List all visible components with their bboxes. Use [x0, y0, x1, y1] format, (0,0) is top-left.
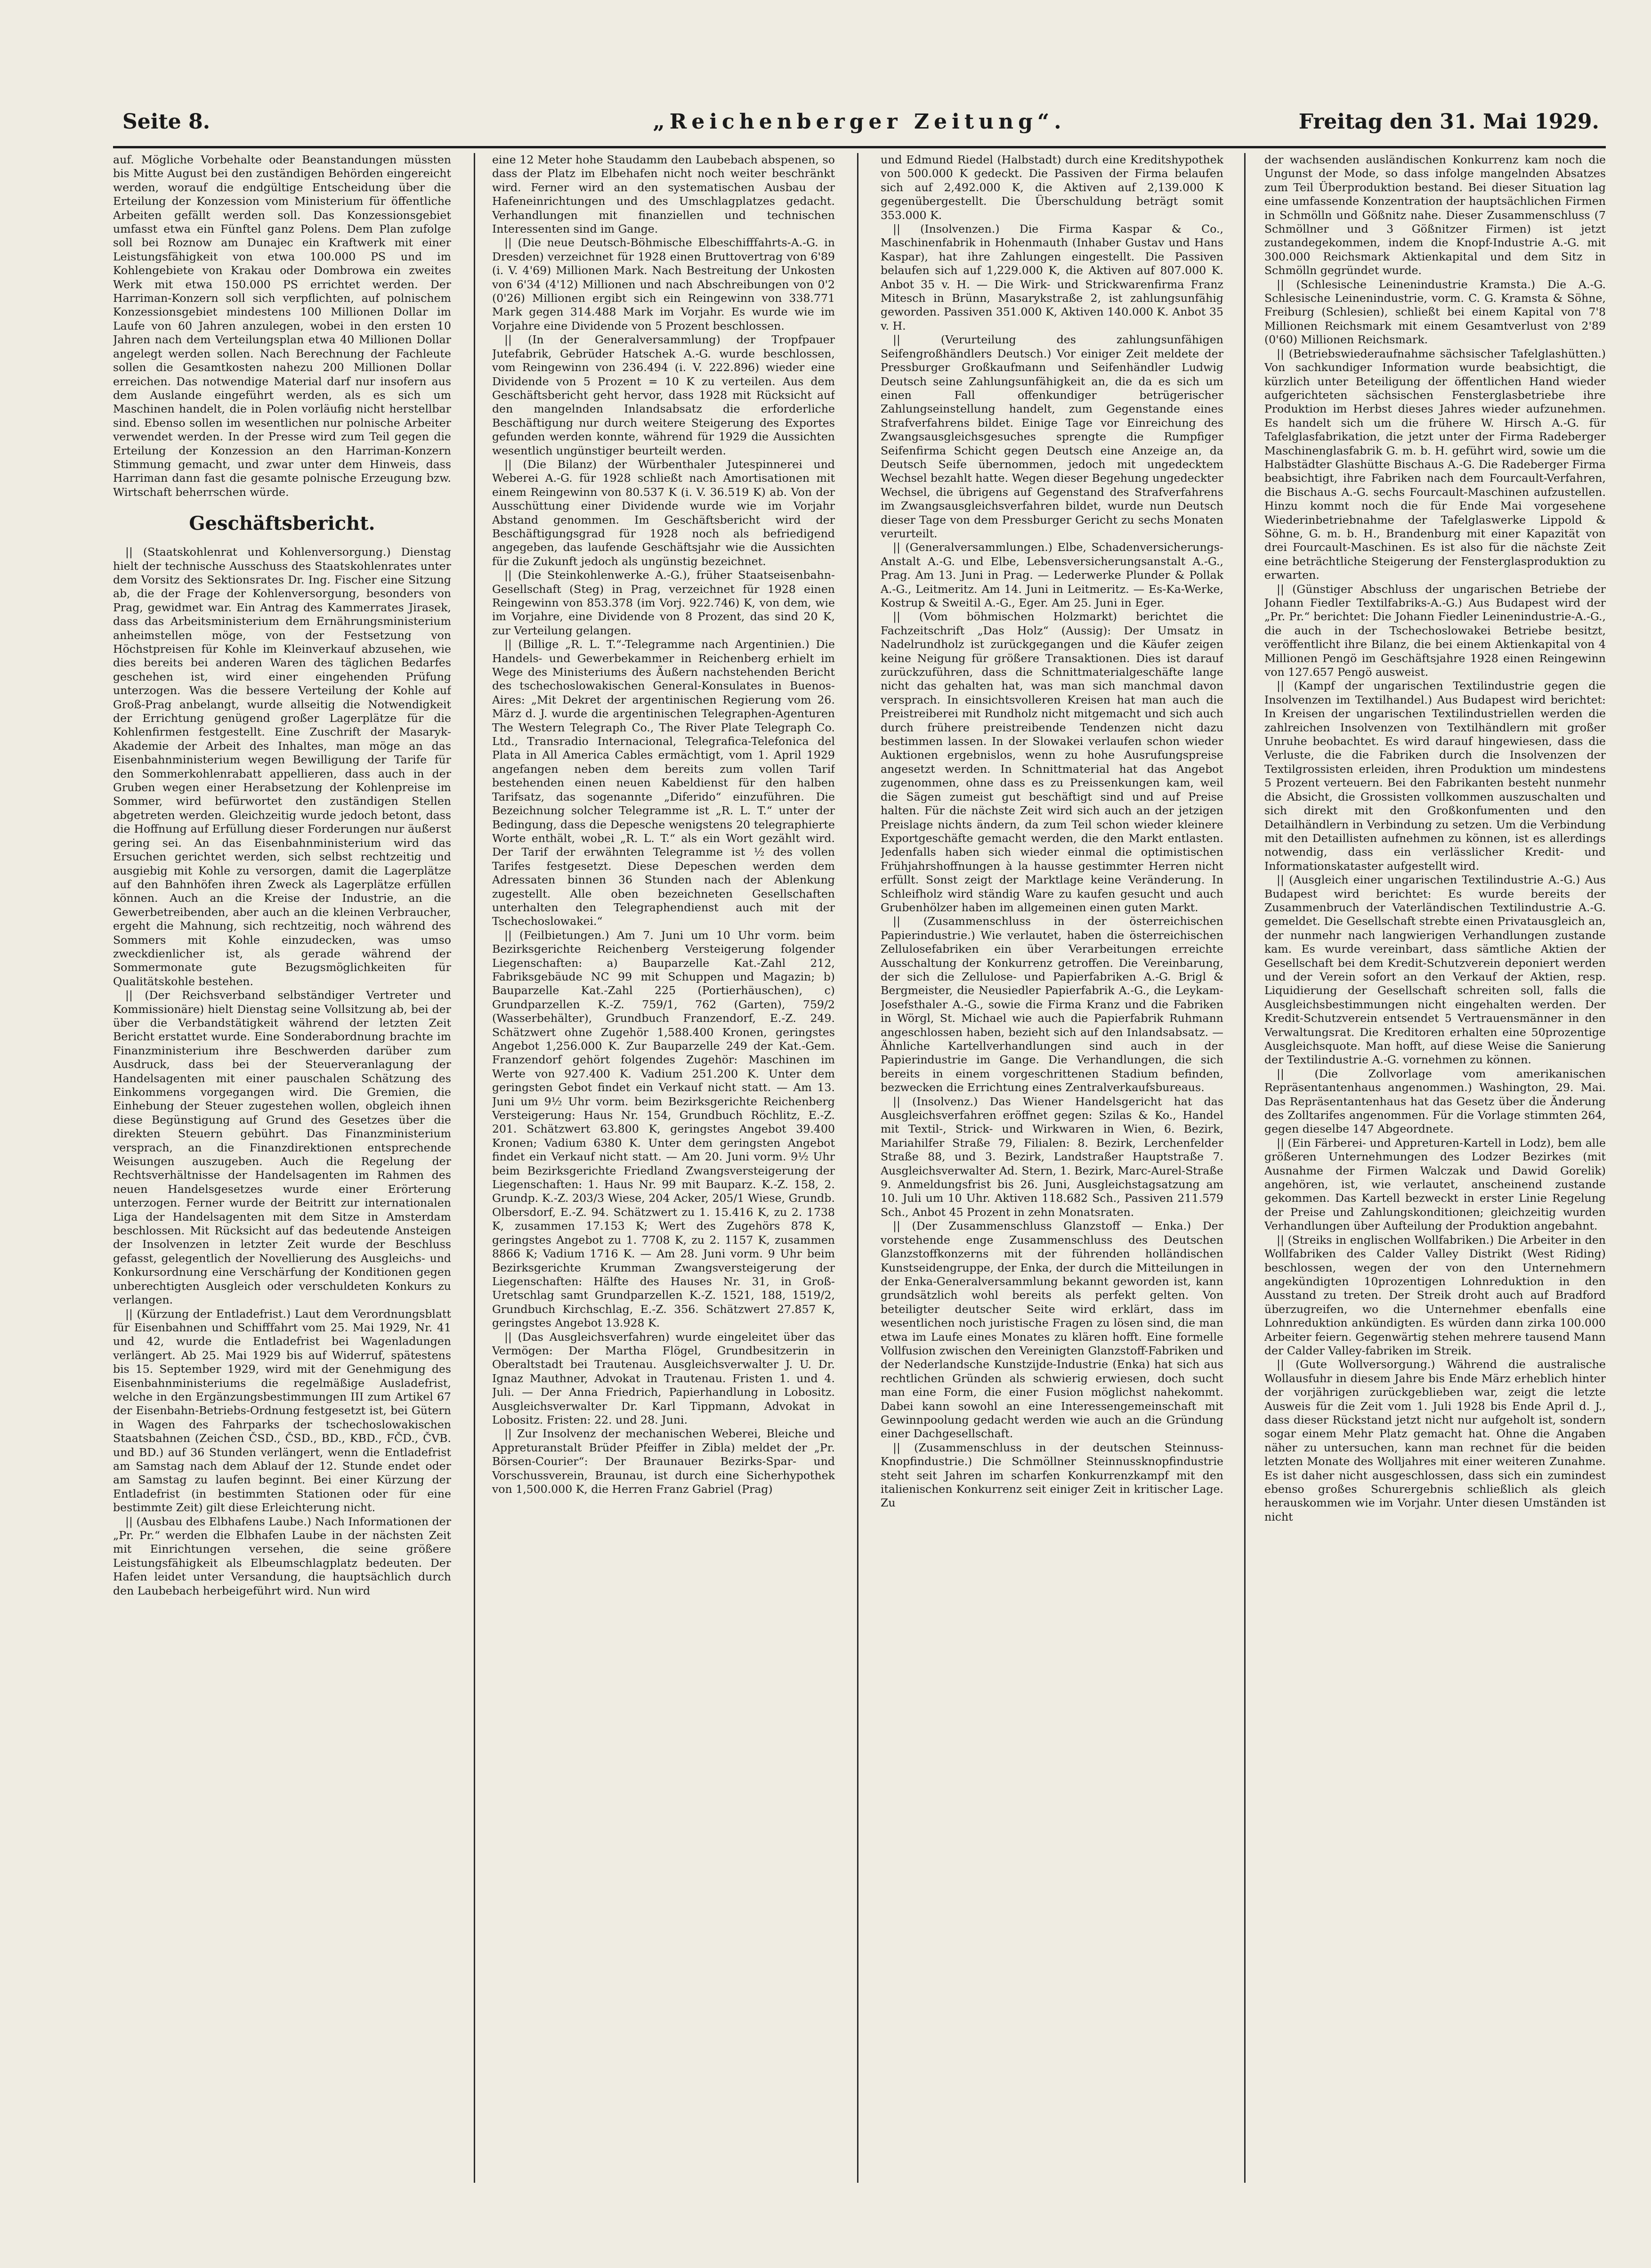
article-paragraph: || (Feilbietungen.) Am 7. Juni um 10 Uhr vorm. beim Bezirksgerichte Reichenberg Versteigerung folgender Liegenschaften: a) Bauparzelle Kat.-Zahl 212, Fabriksgebäude NC 99 mit Schuppen und Magazin; b) Bauparzelle Kat.-Zahl 225 (Portierhäuschen), c) Grundparzellen K.-Z. 759/1, 762 (Garten), 759/2 (Wasserbehälter), Grundbuch Franzendorf, E.-Z. 249. Schätzwert ohne Zugehör 1,588.400 Kronen, geringstes Angebot 1,256.000 K. Zur Bauparzelle 249 der Kat.-Gem. Franzendorf gehört folgendes Zugehör: Maschinen im Werte von 927.400 K. Vadium 251.200 K. Unter dem geringsten Gebot findet ein Verkauf nicht statt. — Am 13. Juni um 9½ Uhr vorm. beim Bezirksgerichte Reichenberg Versteigerung: Haus Nr. 154, Grundbuch Röchlitz, E.-Z. 201. Schätzwert 63.800 K, geringstes Angebot 39.400 Kronen; Vadium 6380 K. Unter dem geringsten Angebot findet ein Verkauf nicht statt. — Am 20. Juni vorm. 9½ Uhr beim Bezirksgerichte Friedland Zwangsversteigerung der Liegenschaften: 1. Haus Nr. 99 mit Bauparz. K.-Z. 158, 2. Grundp. K.-Z. 203/3 Wiese, 204 Acker, 205/1 Wiese, Grundb. Olbersdorf, E.-Z. 94. Schätzwert zu 1. 15.416 K, zu 2. 1738 K, zusammen 17.153 K; Wert des Zugehörs 878 K, geringstes Angebot zu 1. 7708 K, zu 2. 1157 K, zusammen 8866 K; Vadium 1716 K. — Am 28. Juni vorm. 9 Uhr beim Bezirksgerichte Krumman Zwangsversteigerung der Liegenschaften: Hälfte des Hauses Nr. 31, in Groß-Uretschlag samt Grundparzellen K.-Z. 1521, 188, 1519/2, Grundbuch Kirchschlag, E.-Z. 356. Schätzwert 27.857 K, geringstes Angebot 13.928 K.: [492, 928, 835, 1330]
column-3: [881, 153, 1223, 2183]
article-paragraph: || (Zusammenschluss in der deutschen Steinnuss-Knopfindustrie.) Die Schmöllner Steinnussknopfindustrie steht seit Jahren im scharfen Konkurrenzkampf mit den italienischen Konkurrenz seit einiger Zeit in kritischer Lage. Zu: [881, 1441, 1223, 1510]
article-paragraph: || (Die Bilanz) der Würbenthaler Jutespinnerei und Weberei A.-G. für 1928 schließt nach Amortisationen mit einem Reingewinn von 80.537 K (i. V. 36.519 K) ab. Von der Ausschüttung einer Dividende wurde wie im Vorjahr Abstand genommen. Im Geschäftsbericht wird der Beschäftigungsgrad für 1928 noch als befriedigend angegeben, das laufende Geschäftsjahr wie die Aussichten für die Zukunft jedoch als ungünstig bezeichnet.: [492, 457, 835, 568]
page-header: [113, 101, 1606, 148]
article-paragraph: und Edmund Riedel (Halbstadt) durch eine Kreditshypothek von 500.000 K gedeckt. Die Passiven der Firma belaufen sich auf 2,492.000 K, die Aktiven auf 2,139.000 K gegenübergestellt. Die Überschuldung beträgt somit 353.000 K.: [881, 153, 1223, 222]
masthead-title: „Reichenberger Zeitung“.: [653, 110, 1066, 134]
page-number: Seite 8.: [122, 110, 210, 134]
article-paragraph: || (Insolvenz.) Das Wiener Handelsgericht hat das Ausgleichsverfahren eröffnet gegen: Szilas & Ko., Handel mit Textil-, Strick- und Wirkwaren in Wien, 6. Bezirk, Mariahilfer Straße 79, Filialen: 8. Bezirk, Lerchenfelder Straße 88, und 3. Bezirk, Landstraßer Hauptstraße 7. Ausgleichsverwalter Ad. Stern, 1. Bezirk, Marc-Aurel-Straße 9. Anmeldungsfrist bis 26. Juni, Ausgleichstagsatzung am 10. Juli um 10 Uhr. Aktiven 118.682 Sch., Passiven 211.579 Sch., Anbot 45 Prozent in zehn Monatsraten.: [881, 1094, 1223, 1219]
issue-date: Freitag den 31. Mai 1929.: [1298, 110, 1599, 134]
article-paragraph: || (Günstiger Abschluss der ungarischen Betriebe der Johann Fiedler Textilfabriks-A.-G.) Aus Budapest wird der „Pr. Pr.“ berichtet: Die Johann Fiedler Leinenindustrie-A.-G., die auch in der Tschechoslowakei Betriebe besitzt, veröffentlicht ihre Bilanz, die bei einem Aktienkapital von 4 Millionen Pengö im Geschäftsjahre 1928 einen Reingewinn von 127.657 Pengö ausweist.: [1264, 582, 1606, 679]
column-divider: [857, 153, 858, 2183]
column-2: [492, 153, 835, 2183]
article-paragraph: || (Streiks in englischen Wollfabriken.) Die Arbeiter in den Wollfabriken des Calder Valley Distrikt (West Riding) beschlossen, wegen der von den Unternehmern angekündigten 10prozentigen Lohnreduktion in den Ausstand zu treten. Der Streik droht auch auf Bradford überzugreifen, wo die Unternehmer ebenfalls eine Lohnreduktion ankündigten. Es würden dann zirka 100.000 Arbeiter feiern. Gegenwärtig stehen mehrere tausend Mann der Calder Valley-fabriken im Streik.: [1264, 1233, 1606, 1357]
article-paragraph: || (Insolvenzen.) Die Firma Kaspar & Co., Maschinenfabrik in Hohenmauth (Inhaber Gustav und Hans Kaspar), hat ihre Zahlungen eingestellt. Die Passiven belaufen sich auf 1,229.000 K, die Aktiven auf 807.000 K. Anbot 35 v. H. — Die Wirk- und Strickwarenfirma Franz Mitesch in Brünn, Masarykstraße 2, ist zahlungsunfähig geworden. Passiven 351.000 K, Aktiven 140.000 K. Anbot 35 v. H.: [881, 222, 1223, 332]
article-paragraph: auf. Mögliche Vorbehalte oder Beanstandungen müssten bis Mitte August bei den zuständigen Behörden eingereicht werden, worauf die endgültige Entscheidung über die Erteilung der Konzession vom Ministerium für öffentliche Arbeiten gefällt werden soll. Das Konzessionsgebiet umfasst etwa ein Fünftel ganz Polens. Dem Plan zufolge soll bei Roznow am Dunajec ein Kraftwerk mit einer Leistungsfähigkeit von etwa 100.000 PS und im Kohlengebiete von Krakau oder Dombrowa ein zweites Werk mit etwa 150.000 PS errichtet werden. Der Harriman-Konzern soll sich verpflichten, auf polnischem Konzessionsgebiet mindestens 100 Millionen Dollar im Laufe von 60 Jahren anzulegen, wobei in den ersten 10 Jahren nach dem Verteilungsplan etwa 40 Millionen Dollar angelegt werden sollen. Nach Berechnung der Fachleute sollen die Gesamtkosten nahezu 200 Millionen Dollar erreichen. Das notwendige Material darf nur insofern aus dem Auslande eingeführt werden, als es sich um Maschinen handelt, die in Polen vorläufig nicht herstellbar sind. Ebenso sollen im wesentlichen nur polnische Arbeiter verwendet werden. In der Presse wird zum Teil gegen die Erteilung der Konzession an den Harriman-Konzern Stimmung gemacht, und zwar unter dem Hinweis, dass Harriman dann fast die gesamte polnische Erzeugung bzw. Wirtschaft beherrschen würde.: [113, 153, 451, 499]
article-paragraph: || (Der Zusammenschluss Glanzstoff — Enka.) Der vorstehende enge Zusammenschluss des Deutschen Glanzstoffkonzerns mit der führenden holländischen Kunstseidengruppe, der Enka, der durch die Mitteilungen in der Enka-Generalversammlung bekannt geworden ist, kann grundsätzlich wohl bereits als perfekt gelten. Von beteiligter deutscher Seite wird erklärt, dass im wesentlichen noch juristische Fragen zu lösen sind, die man etwa im Laufe eines Monates zu klären hofft. Eine formelle Vollfusion zwischen den Vereinigten Glanzstoff-Fabriken und der Nederlandsche Kunstzijde-Industrie (Enka) hat sich aus rechtlichen Gründen als schwierig erwiesen, doch sucht man eine Form, die einer Fusion möglichst nahekommt. Dabei kann sowohl an eine Interessengemeinschaft mit Gewinnpoolung gedacht werden wie auch an die Gründung einer Dachgesellschaft.: [881, 1219, 1223, 1441]
article-paragraph: || (Billige „R. L. T.“-Telegramme nach Argentinien.) Die Handels- und Gewerbekammer in Reichenberg erhielt im Wege des Ministeriums des Äußern nachstehenden Bericht des tschechoslowakischen General-Konsulates in Buenos-Aires: „Mit Dekret der argentinischen Regierung vom 26. März d. J. wurde die argentinischen Telegraphen-Agenturen The Western Telegraph Co., The River Plate Telegraph Co. Ltd., Transradio Internacional, Telegrafica-Telefonica del Plata in All America Cables ermächtigt, vom 1. April 1929 angefangen neben dem bereits zum vollen Tarif bestehenden einen neuen Kabeldienst für den halben Tarifsatz, das sogenannte „Diferido“ einzuführen. Die Bezeichnung solcher Telegramme ist „R. L. T.“ unter der Bedingung, dass die Depesche wenigstens 20 telegraphierte Worte enthält, wobei „R. L. T.“ als ein Wort gezählt wird. Der Tarif der erwähnten Telegramme ist ½ des vollen Tarifes festgesetzt. Diese Depeschen werden dem Adressaten binnen 36 Stunden nach der Ablenkung zugestellt. Alle oben bezeichneten Gesellschaften unterhalten den Telegraphendienst auch mit der Tschechoslowakei.“: [492, 638, 835, 928]
article-paragraph: || (Schlesische Leinenindustrie Kramsta.) Die A.-G. Schlesische Leinenindustrie, vorm. C. G. Kramsta & Söhne, Freiburg (Schlesien), schließt bei einem Kapital von 7'8 Millionen Reichsmark mit einem Gesamtverlust von 2'89 (0'60) Millionen Reichsmark.: [1264, 277, 1606, 347]
column-divider: [1244, 153, 1246, 2183]
article-paragraph: || (Die Zollvorlage vom amerikanischen Repräsentantenhaus angenommen.) Washington, 29. Mai. Das Repräsentantenhaus hat das Gesetz über die Änderung des Zolltarifes angenommen. Für die Vorlage stimmten 264, gegen dieselbe 147 Abgeordnete.: [1264, 1067, 1606, 1136]
column-divider: [474, 153, 475, 2183]
article-paragraph: eine 12 Meter hohe Staudamm den Laubebach abspenen, so dass der Platz im Elbehafen nicht noch weiter beschränkt wird. Ferner wird an den systematischen Ausbau der Hafeneinrichtungen und des Umschlagplatzes gedacht. Verhandlungen mit finanziellen und technischen Interessenten sind im Gange.: [492, 153, 835, 236]
article-paragraph: || (Ausbau des Elbhafens Laube.) Nach Informationen der „Pr. Pr.“ werden die Elbhafen Laube in der nächsten Zeit mit Einrichtungen versehen, die seine größere Leistungsfähigkeit als Elbeumschlagplatz bedeuten. Der Hafen leidet unter Versandung, die hauptsächlich durch den Laubebach herbeigeführt wird. Nun wird: [113, 1515, 451, 1597]
section-heading: Geschäftsbericht.: [189, 512, 375, 535]
article-paragraph: || (Staatskohlenrat und Kohlenversorgung.) Dienstag hielt der technische Ausschuss des Staatskohlenrates unter dem Vorsitz des Sektionsrates Dr. Ing. Fischer eine Sitzung ab, die der Frage der Kohlenversorgung, besonders von Prag, gewidmet war. Ein Antrag des Kammerrates Jirasek, dass das Arbeitsministerium dem Ernährungsministerium anheimstellen möge, von der Festsetzung von Höchstpreisen für Kohle im Kleinverkauf abzusehen, wie dies bereits bei anderen Waren des täglichen Bedarfes geschehen ist, wird einer eingehenden Prüfung unterzogen. Was die bessere Verteilung der Kohle auf Groß-Prag anbelangt, wurde allseitig die Notwendigkeit der Errichtung genügend großer Lagerplätze für die Kohlenfirmen festgestellt. Eine Zuschrift der Masaryk-Akademie der Arbeit des Inhaltes, man möge an das Eisenbahnministerium wegen Bewilligung der Tarife für den Sommerkohlenrabatt appellieren, dass auch in der Gruben wegen einer Herabsetzung der Kohlenpreise im Sommer, wird befürwortet den zuständigen Stellen abgetreten werden. Gleichzeitig wurde jedoch betont, dass die Hoffnung auf Erfüllung dieser Forderungen nur äußerst gering sei. An das Eisenbahnministerium wird das Ersuchen gerichtet werden, sich selbst rechtzeitig und ausgiebig mit Kohle zu versorgen, damit die Lagerplätze auf den Bahnhöfen ihren Zweck als Lagerplätze erfüllen können. Auch an die Kreise der Industrie, an die Gewerbetreibenden, aber auch an die kleinen Verbraucher, ergeht die Mahnung, sich rechtzeitig, noch während des Sommers mit Kohle einzudecken, was umso zweckdienlicher ist, als gerade während der Sommermonate gute Bezugsmöglichkeiten für Qualitätskohle bestehen.: [113, 545, 451, 988]
article-paragraph: || (Vom böhmischen Holzmarkt) berichtet die Fachzeitschrift „Das Holz“ (Aussig): Der Umsatz in Nadelrundholz ist zurückgegangen und die Käufer zeigen keine Neigung für größere Transaktionen. Dies ist darauf zurückzuführen, dass die Schnittmaterialgeschäfte lange nicht das gehalten hat, was man sich manchmal davon versprach. In einsichtsvolleren Kreisen hat man auch die Preistreiberei mit Rundholz nicht mitgemacht und sich auch durch frühere preistreibende Tendenzen nicht dazu bestimmen lassen. In der Slowakei verlaufen schon wieder Auktionen ergebnislos, wenn zu hohe Ausrufungspreise angesetzt werden. In Schnittmaterial hat das Angebot zugenommen, ohne dass es zu Preissenkungen kam, weil die Sägen zumeist gut beschäftigt sind und auf Preise halten. Für die nächste Zeit wird sich auch an der jetzigen Preislage nichts ändern, da zum Teil schon wieder kleinere Exportgeschäfte gemacht werden, die den Markt entlasten. Jedenfalls haben sich wieder einmal die optimistischen Frühjahrshoffnungen à la hausse gestimmter Herren nicht erfüllt. Sonst zeigt der Marktlage keine Veränderung. In Schleifholz wird ständig Ware zu kaufen gesucht und auch Grubenhölzer haben im allgemeinen einen guten Markt.: [881, 610, 1223, 914]
article-paragraph: der wachsenden ausländischen Konkurrenz kam noch die Ungunst der Mode, so dass infolge mangelnden Absatzes zum Teil Überproduktion bestand. Bei dieser Situation lag eine umfassende Konzentration der hauptsächlichen Firmen in Schmölln und Gößnitz nahe. Dieser Zusammenschluss (7 Schmöllner und 3 Gößnitzer Firmen) ist jetzt zustandegekommen, indem die Knopf-Industrie A.-G. mit 300.000 Reichsmark Aktienkapital und dem Sitz in Schmölln gegründet wurde.: [1264, 153, 1606, 277]
article-paragraph: || (Das Ausgleichsverfahren) wurde eingeleitet über das Vermögen: Der Martha Flögel, Grundbesitzerin in Oberaltstadt bei Trautenau. Ausgleichsverwalter J. U. Dr. Ignaz Mauthner, Advokat in Trautenau. Fristen 1. und 4. Juli. — Der Anna Friedrich, Papierhandlung in Lobositz. Ausgleichsverwalter Dr. Karl Tippmann, Advokat in Lobositz. Fristen: 22. und 28. Juni.: [492, 1330, 835, 1426]
article-paragraph: || (Generalversammlungen.) Elbe, Schadenversicherungs-Anstalt A.-G. und Elbe, Lebensversicherungsanstalt A.-G., Prag. Am 13. Juni in Prag. — Lederwerke Plunder & Pollak A.-G., Leitmeritz. Am 14. Juni in Leitmeritz. — Es-Ka-Werke, Kostrup & Sweitil A.-G., Eger. Am 25. Juni in Eger.: [881, 541, 1223, 609]
column-4: [1264, 153, 1606, 2183]
article-paragraph: || (In der Generalversammlung) der Tropfpauer Jutefabrik, Gebrüder Hatschek A.-G. wurde beschlossen, vom Reingewinn von 236.494 (i. V. 222.896) wieder eine Dividende von 5 Prozent = 10 K zu verteilen. Aus dem Geschäftsbericht geht hervor, dass 1928 mit Rücksicht auf den mangelnden Inlandsabsatz die erforderliche Beschäftigung nur durch weitere Steigerung des Exportes gefunden werden konnte, während für 1929 die Aussichten wesentlich ungünstiger beurteilt werden.: [492, 333, 835, 457]
article-paragraph: || (Zusammenschluss in der österreichischen Papierindustrie.) Wie verlautet, haben die österreichischen Zellulosefabriken ein über Verarbeitungen erreichte Ausschaltung der Konkurrenz getroffen. Die Vereinbarung, der sich die Zellulose- und Papierfabriken A.-G. Brigl & Bergmeister, die Neusiedler Papierfabrik A.-G., die Leykam-Josefsthaler A.-G., sowie die Firma Kranz und die Fabriken in Wörgl, St. Michael wie auch die Papierfabrik Ruhmann angeschlossen haben, bezieht sich auf den Inlandsabsatz. — Ähnliche Kartellverhandlungen sind auch in der Papierindustrie im Gange. Die Verhandlungen, die sich bereits in einem vorgeschrittenen Stadium befinden, bezwecken die Errichtung eines Zentralverkaufsbureaus.: [881, 915, 1223, 1094]
article-paragraph: || (Gute Wollversorgung.) Während die australische Wollausfuhr in diesem Jahre bis Ende März erheblich hinter der vorjährigen zurückgeblieben war, zeigt die letzte Ausweis für die Zeit vom 1. Juli 1928 bis Ende April d. J., dass dieser Rückstand jetzt nicht nur aufgeholt ist, sondern sogar einem Mehr Platz gemacht hat. Ohne die Angaben näher zu untersuchen, kann man rechnet für die beiden letzten Monate des Wolljahres mit einer weiteren Zunahme. Es ist daher nicht ausgeschlossen, dass sich ein zumindest ebenso großes Schurergebnis schließlich als gleich herauskommen wie im Vorjahr. Unter diesen Umständen ist nicht: [1264, 1358, 1606, 1523]
column-1: [113, 153, 451, 2183]
article-paragraph: || (Ein Färberei- und Appreturen-Kartell in Lodz), bem alle größeren Unternehmungen des Lodzer Bezirkes (mit Ausnahme der Firmen Walczak und Dawid Gorelik) angehören, ist, wie verlautet, anscheinend zustande gekommen. Das Kartell bezweckt in erster Linie Regelung der Preise und Zahlungskonditionen; gleichzeitig wurden Verhandlungen über Aufteilung der Produktion angebahnt.: [1264, 1136, 1606, 1233]
article-paragraph: || (Kürzung der Entladefrist.) Laut dem Verordnungsblatt für Eisenbahnen und Schifffahrt vom 25. Mai 1929, Nr. 41 und 42, wurde die Entladefrist bei Wagenladungen verlängert. Ab 25. Mai 1929 bis auf Widerruf, spätestens bis 15. September 1929, wird mit der Genehmigung des Eisenbahnministeriums die regelmäßige Ausladefrist, welche in den Ergänzungsbestimmungen III zum Artikel 67 der Eisenbahn-Betriebs-Ordnung festgesetzt ist, bei Gütern in Wagen des Fahrparks der tschechoslowakischen Staatsbahnen (Zeichen ČSD., ČSD., BD., KBD., FČD., ČVB. und BD.) auf 36 Stunden verlängert, wenn die Entladefrist am Samstag nach dem Ablauf der 12. Stunde endet oder am Samstag zu laufen beginnt. Bei einer Kürzung der Entladefrist (in bestimmten Stationen oder für eine bestimmte Zeit) gilt diese Erleichterung nicht.: [113, 1307, 451, 1515]
article-paragraph: || (Der Reichsverband selbständiger Vertreter und Kommissionäre) hielt Dienstag seine Vollsitzung ab, bei der über die Verbandstätigkeit während der letzten Zeit Bericht erstattet wurde. Eine Sonderabordnung brachte im Finanzministerium ihre Beschwerden darüber zum Ausdruck, dass bei der Steuerveranlagung der Handelsagenten mit einer pauschalen Schätzung des Einkommens vorgegangen wird. Die Gremien, die Einhebung der Steuer zugestehen wollen, obgleich ihnen diese Begünstigung auf Grund des Gesetzes über die direkten Steuern gebührt. Das Finanzministerium versprach, an die Finanzdirektionen entsprechende Weisungen auszugeben. Auch die Regelung der Rechtsverhältnisse der Handelsagenten im Rahmen des neuen Handelsgesetzes wurde einer Erörterung unterzogen. Ferner wurde der Beitritt zur internationalen Liga der Handelsagenten mit dem Sitze in Amsterdam beschlossen. Mit Rücksicht auf das bedeutende Ansteigen der Insolvenzen in letzter Zeit wurde der Beschluss gefasst, gelegentlich der Novellierung des Ausgleichs- und Konkursordnung eine Verschärfung der Konditionen gegen unberechtigten Ausgleich oder verschuldeten Konkurs zu verlangen.: [113, 988, 451, 1307]
article-paragraph: || (Die neue Deutsch-Böhmische Elbeschifffahrts-A.-G. in Dresden) verzeichnet für 1928 einen Bruttovertrag von 6'89 (i. V. 4'69) Millionen Mark. Nach Bestreitung der Unkosten von 6'34 (4'12) Millionen und nach Abschreibungen von 0'2 (0'26) Millionen ergibt sich ein Reingewinn von 338.771 Mark gegen 314.488 Mark im Vorjahr. Es wurde wie im Vorjahre eine Dividende von 5 Prozent beschlossen.: [492, 236, 835, 332]
article-paragraph: || (Kampf der ungarischen Textilindustrie gegen die Insolvenzen im Textilhandel.) Aus Budapest wird berichtet: In Kreisen der ungarischen Textilindustriellen werden die zahlreichen Insolvenzen von Textilhändlern mit großer Unruhe beobachtet. Es wird darauf hingewiesen, dass die Verluste, die die Fabriken durch die Insolvenzen der Textilgrossisten erleiden, ihren Produktion um mindestens 5 Prozent verteuern. Bei den Fabrikanten besteht nunmehr die Absicht, die Grossisten vollkommen auszuschalten und sich direkt mit den Großkonfumenten und den Detailhändlern in Verbindung zu setzen. Um die Verbindung mit den Detaillisten aufnehmen zu können, ist es allerdings notwendig, dass ein verlässlicher Kredit- und Informationskataster aufgestellt wird.: [1264, 679, 1606, 873]
article-columns: [113, 153, 1606, 2183]
article-paragraph: || (Ausgleich einer ungarischen Textilindustrie A.-G.) Aus Budapest wird berichtet: Es wurde bereits der Zusammenbruch der Vaterländischen Textilindustrie A.-G. gemeldet. Die Gesellschaft strebte einen Privatausgleich an, der nunmehr nach langwierigen Verhandlungen zustande kam. Es wurde vereinbart, dass sämtliche Aktien der Gesellschaft bei dem Kredit-Schutzverein deponiert werden und der Verein sofort an den Verkauf der Aktien, resp. Liquidierung der Gesellschaft schreiten soll, falls die Ausgleichsbestimmungen nicht eingehalten werden. Der Kredit-Schutzverein entsendet 5 Vertrauensmänner in den Verwaltungsrat. Die Kreditoren erhalten eine 50prozentige Ausgleichsquote. Man hofft, auf diese Weise die Sanierung der Textilindustrie A.-G. vornehmen zu können.: [1264, 873, 1606, 1067]
article-paragraph: || (Die Steinkohlenwerke A.-G.), früher Staatseisenbahn-Gesellschaft (Steg) in Prag, verzeichnet für 1928 einen Reingewinn von 853.378 (im Vorj. 922.746) K, von dem, wie im Vorjahre, eine Dividende von 8 Prozent, das sind 20 K, zur Verteilung gelangen.: [492, 568, 835, 637]
article-paragraph: || (Verurteilung des zahlungsunfähigen Seifengroßhändlers Deutsch.) Vor einiger Zeit meldete der Pressburger Großkaufmann und Seifenhändler Ludwig Deutsch seine Zahlungsunfähigkeit an, die da es sich um einen Fall offenkundiger betrügerischer Zahlungseinstellung handelt, zum Gegenstande eines Strafverfahrens bildet. Einige Tage vor Einreichung des Zwangsausgleichsgesuches sprengte die Rumpfiger Seifenfirma Schicht gegen Deutsch eine Anzeige an, da Deutsch Seife übernommen, jedoch mit ungedecktem Wechsel bezahlt hatte. Wegen dieser Begehung ungedeckter Wechsel, die übrigens auf Gegenstand des Strafverfahrens im Zwangsausgleichsverfahren bildet, wurde nun Deutsch dieser Tage von dem Pressburger Gericht zu sechs Monaten verurteilt.: [881, 333, 1223, 540]
article-paragraph: || (Betriebswiederaufnahme sächsischer Tafelglashütten.) Von sachkundiger Information wurde beabsichtigt, die kürzlich unter Beteiligung der öffentlichen Hand wieder aufgerichteten sächsischen Fensterglasbetriebe ihre Produktion im Herbst dieses Jahres wieder aufzunehmen. Es handelt sich um die frühere W. Hirsch A.-G. für Tafelglasfabrikation, die jetzt unter der Firma Radeberger Maschinenglasfabrik G. m. b. H. geführt wird, sowie um die Halbstädter Glashütte Bischaus A.-G. Die Radeberger Firma beabsichtigt, ihre Fabriken nach dem Fourcault-Verfahren, die Bischaus A.-G. sechs Fourcault-Maschinen aufzustellen. Hinzu kommt noch die für Ende Mai vorgesehene Wiederinbetriebnahme der Tafelglaswerke Lippold & Söhne, G. m. b. H., Brandenburg mit einer Kapazität von drei Fourcault-Maschinen. Es ist also für die nächste Zeit eine beträchtliche Steigerung der Fensterglasproduktion zu erwarten.: [1264, 347, 1606, 582]
article-paragraph: || Zur Insolvenz der mechanischen Weberei, Bleiche und Appreturanstalt Brüder Pfeiffer in Zibla) meldet der „Pr. Börsen-Courier“: Der Braunauer Bezirks-Spar- und Vorschussverein, Braunau, ist durch eine Sicherhypothek von 1,500.000 K, die Herren Franz Gabriel (Prag): [492, 1427, 835, 1496]
